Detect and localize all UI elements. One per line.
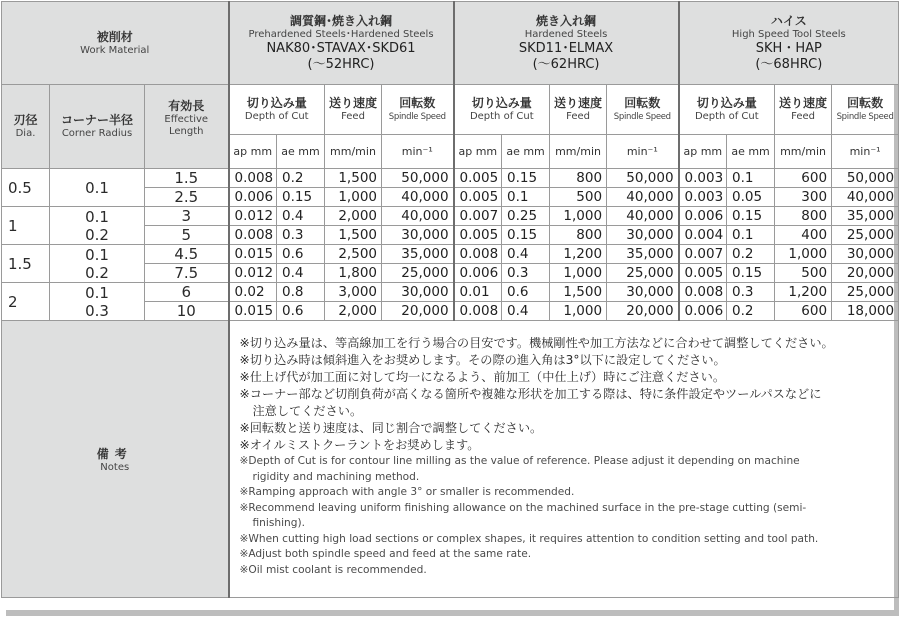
feed-value: 800 [550,169,607,188]
work-material-en: Work Material [80,44,150,56]
dia-en: Dia. [15,128,36,139]
feed-value: 500 [775,264,832,283]
dia-value: 1.5 [2,245,50,283]
speed-value: 40,000 [832,188,899,207]
table-row [2,245,899,264]
ae-value: 0.15 [502,169,550,188]
ae-value: 0.15 [727,264,775,283]
feed-value: 1,000 [550,302,607,321]
ae-value: 0.1 [727,169,775,188]
ap-value: 0.006 [679,207,727,226]
ap-value: 0.003 [679,169,727,188]
note-en: ※Oil mist coolant is recommended. [239,563,427,576]
ae-value: 0.3 [277,226,325,245]
feed-value: 1,500 [325,169,382,188]
feed-jp: 送り速度 [554,96,603,110]
speed-value: 30,000 [607,283,679,302]
ae-value: 0.6 [277,302,325,321]
length-value: 10 [145,302,229,321]
feed-value: 1,500 [325,226,382,245]
note-jp: ※切り込み時は傾斜進入をお奨めします。その際の進入角は3°以下に設定してください。 [239,353,726,367]
note-jp: 注意してください。 [252,404,363,418]
work-material-jp: 被削材 [96,29,133,44]
notes-label-jp: 備考 [96,447,133,461]
note-jp: ※オイルミストクーラントをお奨めします。 [239,438,480,452]
feed-en: Feed [791,111,815,122]
material-grades: SKH・HAP [755,40,822,56]
speed-value: 30,000 [382,226,454,245]
ae-value: 0.4 [277,264,325,283]
radius-value: 0.1 [85,283,109,302]
speed-value: 40,000 [607,207,679,226]
feed-value: 400 [775,226,832,245]
table-row [2,207,899,226]
doc-header-1 [229,85,325,135]
dia-value: 0.5 [2,169,50,207]
feed-value: 3,000 [325,283,382,302]
unit-ap: ap mm [679,135,727,169]
speed-value: 20,000 [382,302,454,321]
speed-value: 25,000 [832,226,899,245]
feed-value: 1,200 [550,245,607,264]
ap-value: 0.015 [229,302,277,321]
speed-header-2 [607,85,679,135]
unit-feed: mm/min [550,135,607,169]
ap-value: 0.008 [454,302,502,321]
note-en: ※Depth of Cut is for contour line milling as the value of reference. Please adjust it depending on machine [239,455,800,467]
notes-label-en: Notes [100,462,130,473]
ap-value: 0.007 [679,245,727,264]
speed-value: 18,000 [832,302,899,321]
radius-values [50,207,145,245]
note-jp: ※コーナー部など切削負荷が高くなる箇所や複雑な形状を加工する際は、特に条件設定やツールパスなどに [239,387,822,401]
speed-header-1 [382,85,454,135]
ae-value: 0.2 [727,245,775,264]
doc-en: Depth of Cut [694,111,759,122]
ap-value: 0.012 [229,207,277,226]
unit-ae: ae mm [277,135,325,169]
feed-value: 300 [775,188,832,207]
material-en: Hardened Steels [524,28,608,40]
speed-value: 50,000 [607,169,679,188]
note-en: ※Recommend leaving uniform finishing allowance on the machined surface in the pre-stage cutting (semi- [239,501,807,514]
ap-value: 0.006 [679,302,727,321]
length-value: 1.5 [145,169,229,188]
doc-header-3 [679,85,775,135]
doc-jp: 切り込み量 [471,96,532,110]
length-value: 5 [145,226,229,245]
unit-ae: ae mm [727,135,775,169]
radius-value: 0.1 [85,245,109,264]
note-en: finishing). [252,517,305,529]
table-row [2,169,899,188]
speed-value: 20,000 [607,302,679,321]
speed-jp: 回転数 [399,96,436,110]
length-value: 2.5 [145,188,229,207]
ae-value: 0.4 [277,207,325,226]
ae-value: 0.15 [277,188,325,207]
material-grades: NAK80･STAVAX･SKD61 [266,40,416,56]
feed-value: 2,000 [325,207,382,226]
feed-en: Feed [341,111,365,122]
note-jp: ※仕上げ代が加工面に対して均一になるよう、前加工（中仕上げ）時にご注意ください。 [239,370,726,384]
material-en: High Speed Tool Steels [731,28,846,40]
length-value: 7.5 [145,264,229,283]
speed-jp: 回転数 [847,96,884,110]
unit-speed: min⁻¹ [382,135,454,169]
dia-value: 2 [2,283,50,321]
notes-content [229,321,899,598]
feed-value: 600 [775,169,832,188]
speed-value: 20,000 [832,264,899,283]
length-value: 4.5 [145,245,229,264]
unit-ae: ae mm [502,135,550,169]
drop-shadow-bottom [6,610,899,616]
unit-ap: ap mm [229,135,277,169]
note-en: ※Adjust both spindle speed and feed at the same rate. [239,548,532,560]
length-header [145,85,229,169]
ap-value: 0.01 [454,283,502,302]
ae-value: 0.8 [277,283,325,302]
ae-value: 0.1 [727,226,775,245]
feed-value: 1,800 [325,264,382,283]
material-group-3 [679,2,899,85]
ap-value: 0.003 [679,188,727,207]
speed-value: 25,000 [607,264,679,283]
radius-jp: コーナー半径 [60,113,133,127]
speed-en: Spindle Speed [836,112,894,122]
feed-value: 1,000 [325,188,382,207]
length-value: 3 [145,207,229,226]
notes-row [2,321,899,598]
speed-en: Spindle Speed [613,112,671,122]
ap-value: 0.012 [229,264,277,283]
radius-value: 0.1 [85,207,109,226]
ap-value: 0.02 [229,283,277,302]
cutting-conditions-table [1,1,899,598]
ae-value: 0.25 [502,207,550,226]
ap-value: 0.008 [229,226,277,245]
feed-header-3 [775,85,832,135]
ae-value: 0.6 [502,283,550,302]
ap-value: 0.005 [454,169,502,188]
ae-value: 0.1 [502,188,550,207]
speed-header-3 [832,85,899,135]
speed-jp: 回転数 [624,96,661,110]
ap-value: 0.008 [229,169,277,188]
ap-value: 0.006 [229,188,277,207]
dia-header [2,85,50,169]
notes-label [2,321,229,598]
feed-value: 600 [775,302,832,321]
length-en-1: Effective [164,114,209,125]
material-group-2 [454,2,679,85]
note-en: rigidity and machining method. [252,470,420,483]
ae-value: 0.15 [502,226,550,245]
ap-value: 0.004 [679,226,727,245]
doc-header-2 [454,85,550,135]
ae-value: 0.4 [502,245,550,264]
radius-value: 0.2 [85,263,109,282]
ap-value: 0.015 [229,245,277,264]
speed-value: 50,000 [832,169,899,188]
feed-value: 1,500 [550,283,607,302]
unit-feed: mm/min [775,135,832,169]
feed-value: 1,000 [550,207,607,226]
feed-header-1 [325,85,382,135]
speed-value: 35,000 [382,245,454,264]
feed-header-2 [550,85,607,135]
ae-value: 0.3 [727,283,775,302]
ae-value: 0.2 [277,169,325,188]
material-en: Prehardened Steels･Hardened Steels [248,28,434,40]
doc-en: Depth of Cut [469,111,534,122]
doc-jp: 切り込み量 [696,96,757,110]
radius-value: 0.3 [85,301,109,320]
speed-value: 40,000 [382,188,454,207]
feed-value: 1,000 [775,245,832,264]
speed-value: 30,000 [607,226,679,245]
feed-jp: 送り速度 [779,96,828,110]
ap-value: 0.008 [679,283,727,302]
material-header-row [2,2,899,85]
length-jp: 有効長 [168,99,205,113]
unit-speed: min⁻¹ [607,135,679,169]
ap-value: 0.005 [454,188,502,207]
material-jp: 焼き入れ鋼 [536,13,597,28]
doc-en: Depth of Cut [244,111,309,122]
radius-value: 0.2 [85,225,109,244]
radius-header [50,85,145,169]
ae-value: 0.05 [727,188,775,207]
speed-value: 35,000 [607,245,679,264]
note-jp: ※切り込み量は、等高線加工を行う場合の目安です。機械剛性や加工方法などに合わせて調整してください。 [239,336,834,350]
feed-en: Feed [566,111,590,122]
speed-value: 25,000 [382,264,454,283]
radius-values [50,245,145,283]
dia-jp: 刃径 [13,113,38,127]
material-group-1 [229,2,454,85]
material-jp: ハイス [770,13,807,28]
speed-value: 30,000 [832,245,899,264]
feed-value: 2,500 [325,245,382,264]
speed-value: 25,000 [832,283,899,302]
speed-en: Spindle Speed [388,112,446,122]
ae-value: 0.4 [502,302,550,321]
material-hardness: (～62HRC) [532,56,600,72]
radius-values [50,283,145,321]
dia-value: 1 [2,207,50,245]
ap-value: 0.007 [454,207,502,226]
radius-value: 0.1 [50,169,145,207]
unit-feed: mm/min [325,135,382,169]
feed-value: 2,000 [325,302,382,321]
ae-value: 0.15 [727,207,775,226]
feed-value: 1,200 [775,283,832,302]
material-hardness: (～68HRC) [755,56,823,72]
unit-ap: ap mm [454,135,502,169]
radius-en: Corner Radius [61,128,133,139]
feed-value: 500 [550,188,607,207]
ap-value: 0.005 [454,226,502,245]
ae-value: 0.2 [727,302,775,321]
feed-value: 800 [550,226,607,245]
length-en-2: Length [169,126,204,137]
material-jp: 調質鋼･焼き入れ鋼 [290,13,393,28]
doc-jp: 切り込み量 [246,96,307,110]
feed-value: 1,000 [550,264,607,283]
speed-value: 40,000 [382,207,454,226]
feed-value: 800 [775,207,832,226]
note-en: ※Ramping approach with angle 3° or smaller is recommended. [239,486,575,498]
ap-value: 0.006 [454,264,502,283]
ap-value: 0.005 [679,264,727,283]
speed-value: 40,000 [607,188,679,207]
material-grades: SKD11･ELMAX [518,40,614,56]
table-row [2,283,899,302]
length-value: 6 [145,283,229,302]
speed-value: 30,000 [382,283,454,302]
note-jp: ※回転数と送り速度は、同じ割合で調整してください。 [239,421,543,435]
material-hardness: (～52HRC) [307,56,375,72]
ae-value: 0.3 [502,264,550,283]
work-material-header [2,2,229,85]
note-en: ※When cutting high load sections or complex shapes, it requires attention to condition setting and tool path. [239,532,819,545]
ae-value: 0.6 [277,245,325,264]
speed-value: 35,000 [832,207,899,226]
feed-jp: 送り速度 [328,96,377,110]
unit-speed: min⁻¹ [832,135,899,169]
speed-value: 50,000 [382,169,454,188]
parameter-header-row [2,85,899,135]
ap-value: 0.008 [454,245,502,264]
